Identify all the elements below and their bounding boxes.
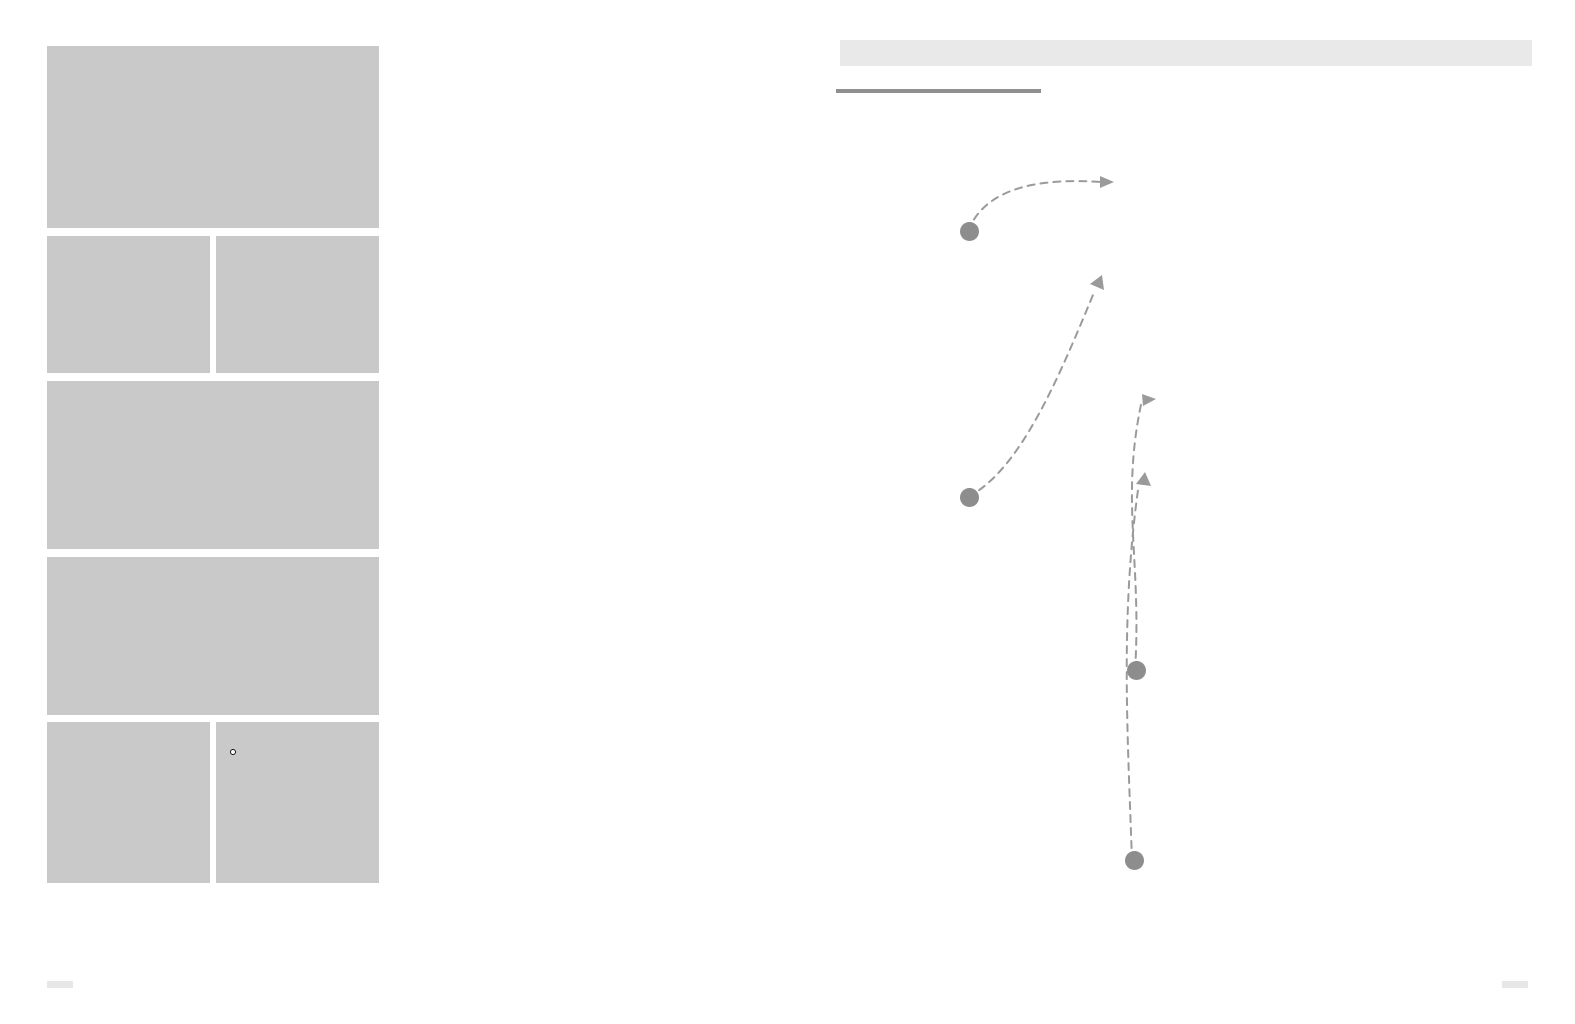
- station-photo-row: [47, 722, 379, 883]
- task-1-knob: [960, 222, 979, 241]
- task-2-knob: [960, 488, 979, 507]
- right-page-number: [1502, 981, 1528, 988]
- penguin-direction-photo-row: [47, 236, 379, 373]
- task-3-knob: [1127, 661, 1146, 680]
- left-text-column: [406, 44, 738, 60]
- connector-lines: [790, 0, 1575, 1024]
- vernadsky-station-photo: [47, 722, 210, 883]
- penguins-walking-up-photo: [216, 236, 379, 373]
- left-page-number: [47, 981, 73, 988]
- iceberg-photo: [47, 557, 379, 715]
- station-marker-icon: [230, 749, 236, 755]
- right-page: [790, 0, 1575, 1024]
- seal-and-penguins-photo: [47, 381, 379, 549]
- photo-column: [47, 46, 379, 883]
- task-4-knob: [1125, 851, 1144, 870]
- workbook-rule: [836, 89, 1041, 93]
- penguin-on-nest-photo: [47, 46, 379, 228]
- section-header-band: [840, 40, 1532, 66]
- penguins-walking-down-photo: [47, 236, 210, 373]
- antarctica-map-photo: [216, 722, 379, 883]
- workbook-reference: [836, 86, 1041, 93]
